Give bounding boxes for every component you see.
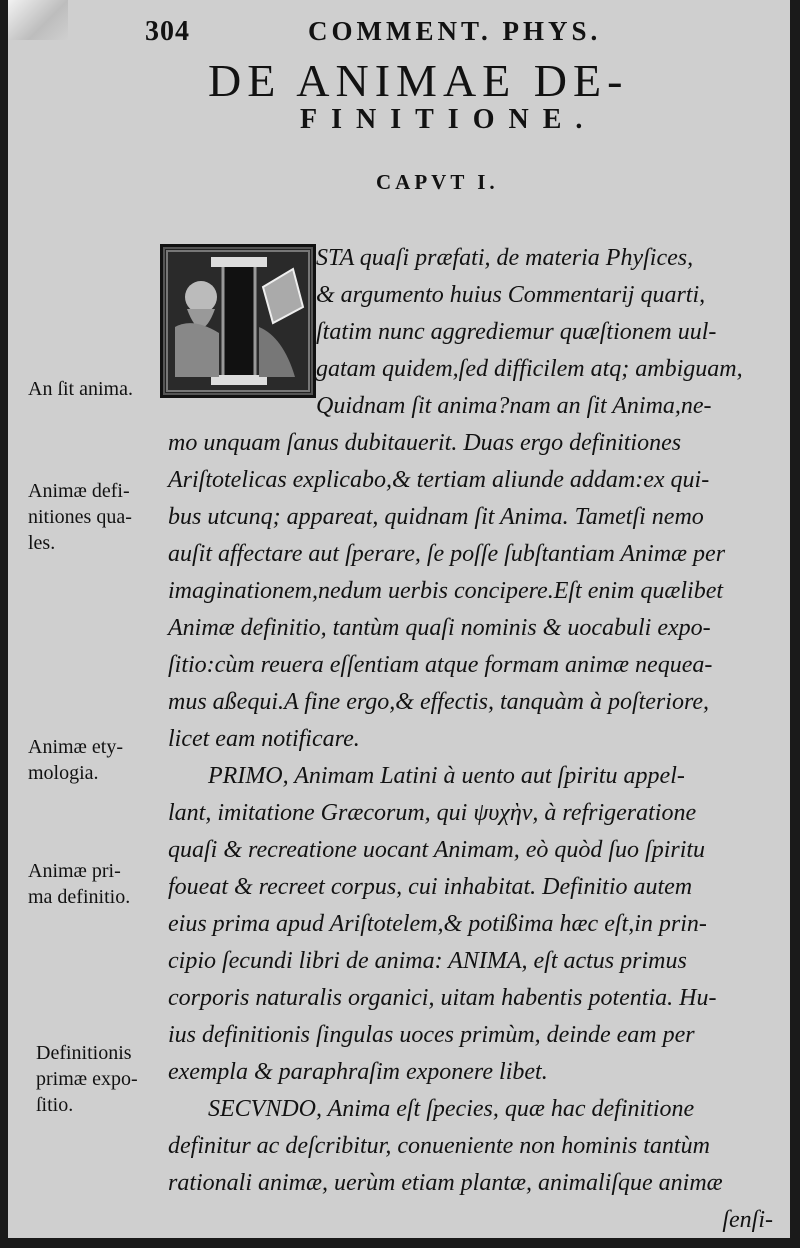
body-line: cipio ſecundi libri de anima: ANIMA, eſt actus primus <box>168 948 687 974</box>
chapter-number: CAPVT I. <box>376 170 499 194</box>
body-line: mo unquam ſanus dubitauerit. Duas ergo definitiones <box>168 430 682 456</box>
body-line: & argumento huius Commentarij quarti, <box>316 282 706 308</box>
chapter-title-line-2: FINITIONE. <box>300 104 597 135</box>
body-line: eius prima apud Ariſtotelem,& potißima hæc eſt,in prin- <box>168 911 707 937</box>
body-line: Ariſtotelicas explicabo,& tertiam aliunde addam:ex qui- <box>168 467 710 493</box>
chapter-title-line-1: DE ANIMAE DE- <box>208 55 629 106</box>
book-page <box>8 0 790 1238</box>
body-line: definitur ac deſcribitur, conueniente non hominis tantùm <box>168 1133 710 1159</box>
margin-note: Animæ defi- nitiones qua- les. <box>28 480 132 554</box>
running-head <box>8 14 790 54</box>
body-line: corporis naturalis organici, uitam habentis potentia. Hu- <box>168 985 717 1011</box>
body-line: licet eam notificare. <box>168 726 360 752</box>
body-line: imaginationem,nedum uerbis concipere.Eſt enim quælibet <box>168 578 724 604</box>
body-line: quaſi & recreatione uocant Animam, eò quòd ſuo ſpiritu <box>168 837 706 863</box>
body-text <box>168 240 783 1239</box>
body-line: PRIMO, Animam Latini à uento aut ſpiritu appel- <box>208 763 685 789</box>
body-line: exempla & paraphraſim exponere libet. <box>168 1059 548 1085</box>
margin-note: Animæ ety- mologia. <box>28 736 123 784</box>
body-line: foueat & recreet corpus, cui inhabitat. Definitio autem <box>168 874 693 900</box>
body-line: rationali animæ, uerùm etiam plantæ, animaliſque animæ <box>168 1170 723 1196</box>
margin-note: An ſit anima. <box>28 378 133 400</box>
margin-note: Definitionis primæ expo- ſitio. <box>36 1042 138 1116</box>
body-line: ſenſi- <box>722 1207 773 1233</box>
body-line: SECVNDO, Anima eſt ſpecies, quæ hac definitione <box>208 1096 695 1122</box>
body-line: auſit affectare aut ſperare, ſe poſſe ſubſtantiam Animæ per <box>168 541 726 567</box>
body-line: Quidnam ſit anima?nam an ſit Anima,ne- <box>316 393 712 419</box>
body-line: lant, imitatione Græcorum, qui ψυχὴν, à refrigeratione <box>168 800 697 826</box>
body-line: Animæ definitio, tantùm quaſi nominis & uocabuli expo- <box>168 615 711 641</box>
page-number: 304 <box>145 16 190 47</box>
body-line: ius definitionis ſingulas uoces primùm, deinde eam per <box>168 1022 695 1048</box>
body-line: mus aßequi.A fine ergo,& effectis, tanquàm à poſteriore, <box>168 689 710 715</box>
body-line: STA quaſi præfati, de materia Phyſices, <box>316 245 694 271</box>
body-line: ſitio:cùm reuera eſſentiam atque formam animæ nequea- <box>168 652 713 678</box>
running-title: COMMENT. PHYS. <box>308 16 602 46</box>
body-line: bus utcunq; appareat, quidnam ſit Anima. Tametſi nemo <box>168 504 704 530</box>
body-line: ſtatim nunc aggrediemur quæſtionem uul- <box>316 319 717 345</box>
body-line: gatam quidem,ſed difficilem atq; ambiguam, <box>316 356 743 382</box>
margin-note: Animæ pri- ma definitio. <box>28 860 131 908</box>
